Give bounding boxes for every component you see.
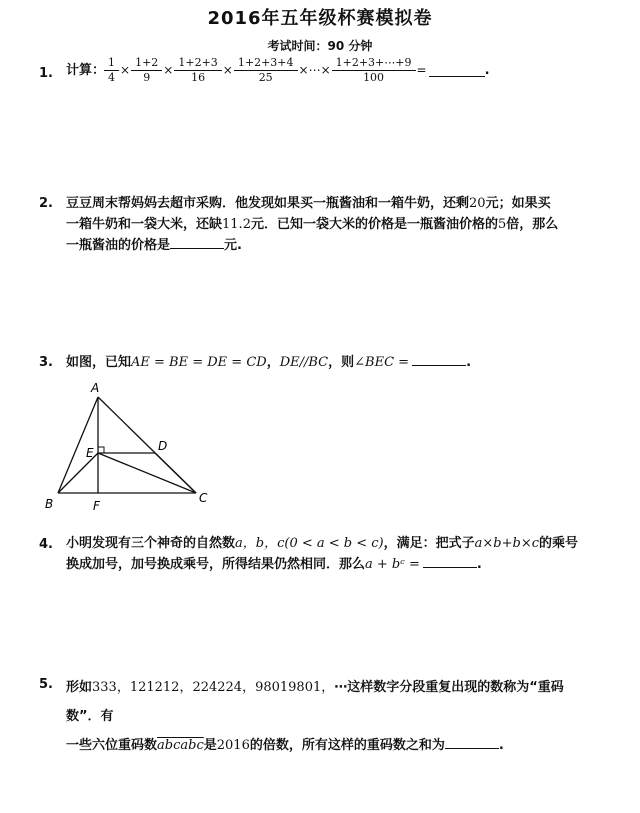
q4-end: . [476,557,482,572]
q4-expression: a×b+b×c [474,536,539,551]
q2-line1-b: 元；如果买 [485,196,551,211]
q5-repeated-number: abcabc [157,738,204,753]
fraction-4-denominator: 25 [234,70,298,85]
q5-line2-b: 是 [203,738,217,753]
q4-line1-a: 小明发现有三个神奇的自然数 [66,536,236,551]
q4-variables: a，b，c [235,536,285,551]
fraction-2-denominator: 9 [131,70,162,85]
segment-AB [58,397,98,493]
q4-line1-c: 的乘号 [539,536,579,551]
fraction-1-denominator: 4 [104,70,119,85]
ellipsis-product: ×⋯× [298,63,331,77]
equals-sign: = [416,63,427,77]
label-D: D [158,439,168,453]
answer-blank-5[interactable] [445,736,499,749]
q2-amount-2: 11.2 [222,217,251,232]
question-5-number: 5. [39,677,53,692]
segment-CE [98,453,196,493]
q3-comma: ， [266,355,280,370]
times-sign: × [120,63,131,77]
q4-line2-a: 换成加号，加号换成乘号，所得结果仍然相同．那么 [66,557,366,572]
q2-line3-a: 一瓶酱油的价格是 [66,238,171,253]
q5-line1-b: ⋯这样数字分段重复出现的数称为“重码数”．有 [66,680,564,724]
label-F: F [93,499,100,513]
fraction-2-numerator: 1+2 [135,56,159,69]
label-E: E [86,446,94,460]
label-A: A [91,381,100,395]
question-1-label: 计算： [66,63,106,78]
question-1-number: 1. [39,66,53,81]
fraction-5-denominator: 100 [332,70,416,85]
times-sign: × [222,63,233,77]
fraction-3-denominator: 16 [174,70,221,85]
fraction-1-numerator: 1 [108,56,116,69]
q4-line1-b: ，满足：把式子 [383,536,475,551]
fraction-3-numerator: 1+2+3 [178,56,218,69]
q3-angle-ask: ∠BEC = [354,355,410,370]
segment-CD [155,453,196,493]
label-B: B [45,497,54,511]
times-sign: × [163,63,174,77]
q5-end: . [498,738,504,753]
exam-time: 考试时间：90 分钟 [267,39,373,53]
q3-end: . [466,355,472,370]
question-3-number: 3. [39,355,53,370]
answer-blank-4[interactable] [423,555,477,568]
q4-ask: a + bᶜ = [365,557,420,572]
page-title: 2016年五年级杯赛模拟卷 [207,8,433,29]
fraction-5-numerator: 1+2+3+⋯+9 [335,56,412,69]
right-angle-mark [98,447,104,453]
question-1-end: . [484,63,490,78]
q2-line2-c: 倍，那么 [506,217,559,232]
q3-condition-1: AE = BE = DE = CD [131,355,267,370]
q3-condition-2: DE//BC [279,355,329,370]
q5-line2-a: 一些六位重码数 [66,738,158,753]
question-2-number: 2. [39,196,53,211]
question-5 [66,673,591,760]
label-C: C [199,491,208,505]
q3-text-a: 如图，已知 [66,355,132,370]
q5-examples: 333，121212，224224，98019801， [92,680,335,695]
q2-line1-a: 豆豆周末帮妈妈去超市采购．他发现如果买一瓶酱油和一箱牛奶，还剩 [66,196,470,211]
q5-line2-c: 的倍数，所有这样的重码数之和为 [249,738,445,753]
q2-times-value: 5 [497,217,507,232]
question-4-number: 4. [39,537,53,552]
q2-line2-b: 元．已知一袋大米的价格是一瓶酱油价格的 [250,217,498,232]
q5-year: 2016 [216,738,250,753]
q2-line3-b: 元. [224,238,242,253]
q2-line2-a: 一箱牛奶和一袋大米，还缺 [66,217,223,232]
question-4 [66,533,591,575]
q5-line1-a: 形如 [66,680,93,695]
q3-text-b: ，则 [328,355,355,370]
q4-condition: (0 < a < b < c) [284,536,384,551]
q2-amount-1: 20 [469,196,486,211]
fraction-4-numerator: 1+2+3+4 [237,56,294,69]
